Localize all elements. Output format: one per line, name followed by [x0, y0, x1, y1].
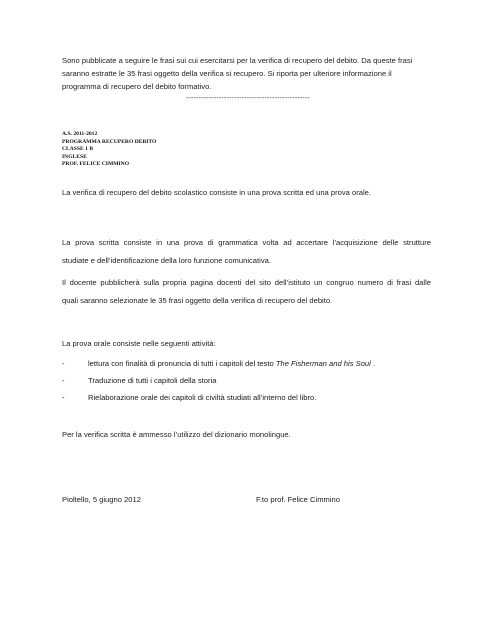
list-dash: -	[62, 376, 65, 385]
activity-text: Rielaborazione orale dei capitoli di civiltà studiati all’interno del libro.	[88, 393, 317, 402]
intro-line: programma di recupero del debito formativo.	[62, 82, 212, 91]
intro-line: saranno estratte le 35 frasi oggetto della verifica si recupero. Si riporta per ulteriore informazione il	[62, 69, 392, 78]
activity-text: lettura con finalità di pronuncia di tutti i capitoli del testo	[88, 359, 276, 368]
subject-name: INGLESE	[62, 153, 87, 160]
orale-intro: La prova orale consiste nelle seguenti attività:	[62, 339, 216, 348]
list-item	[62, 358, 375, 375]
activity-text: Traduzione di tutti i capitoli della storia	[88, 376, 217, 385]
signature-text: F.to prof. Felice Cimmino	[256, 495, 340, 504]
list-item	[62, 375, 375, 392]
scritta-line: studiate e dell’identificazione della loro funzione comunicativa.	[62, 256, 271, 265]
docente-line: Il docente pubblicherà sulla propria pagina docenti del sito dell’istituto un congruo numero di frasi dalle	[62, 278, 431, 287]
intro-paragraph	[62, 54, 442, 93]
docente-line: quali saranno selezionate le 35 frasi oggetto della verifica di recupero del debito.	[62, 296, 333, 305]
list-item	[62, 392, 375, 409]
separator-line: -------------------------------------------------	[186, 95, 311, 102]
docente-paragraph	[62, 274, 431, 310]
program-title: PROGRAMMA RECUPERO DEBITO	[62, 138, 157, 145]
verifica-paragraph: La verifica di recupero del debito scolastico consiste in una prova scritta ed una prova orale.	[62, 188, 371, 197]
place-date: Pioltello, 5 giugno 2012	[62, 495, 141, 504]
intro-line: Sono pubblicate a seguire le frasi sui cui esercitarsi per la verifica di recupero del debito. Da queste frasi	[62, 56, 413, 65]
list-dash: -	[62, 393, 65, 402]
list-dash: -	[62, 359, 65, 368]
program-header	[62, 131, 156, 169]
scritta-paragraph	[62, 234, 431, 270]
activity-list	[62, 358, 375, 409]
scritta-line: La prova scritta consiste in una prova di grammatica volta ad accertare l’acquisizione delle strutture	[62, 238, 431, 247]
dizionario-paragraph: Per la verifica scritta è ammesso l’utilizzo del dizionario monolingue.	[62, 430, 291, 439]
teacher-name: PROF. FELICE CIMMINO	[62, 161, 130, 168]
book-title: The Fisherman and his Soul	[275, 359, 371, 368]
school-year: A.S. 2011-2012	[62, 131, 98, 137]
class-name: CLASSE 1 B	[62, 146, 94, 153]
activity-text: .	[370, 359, 376, 368]
